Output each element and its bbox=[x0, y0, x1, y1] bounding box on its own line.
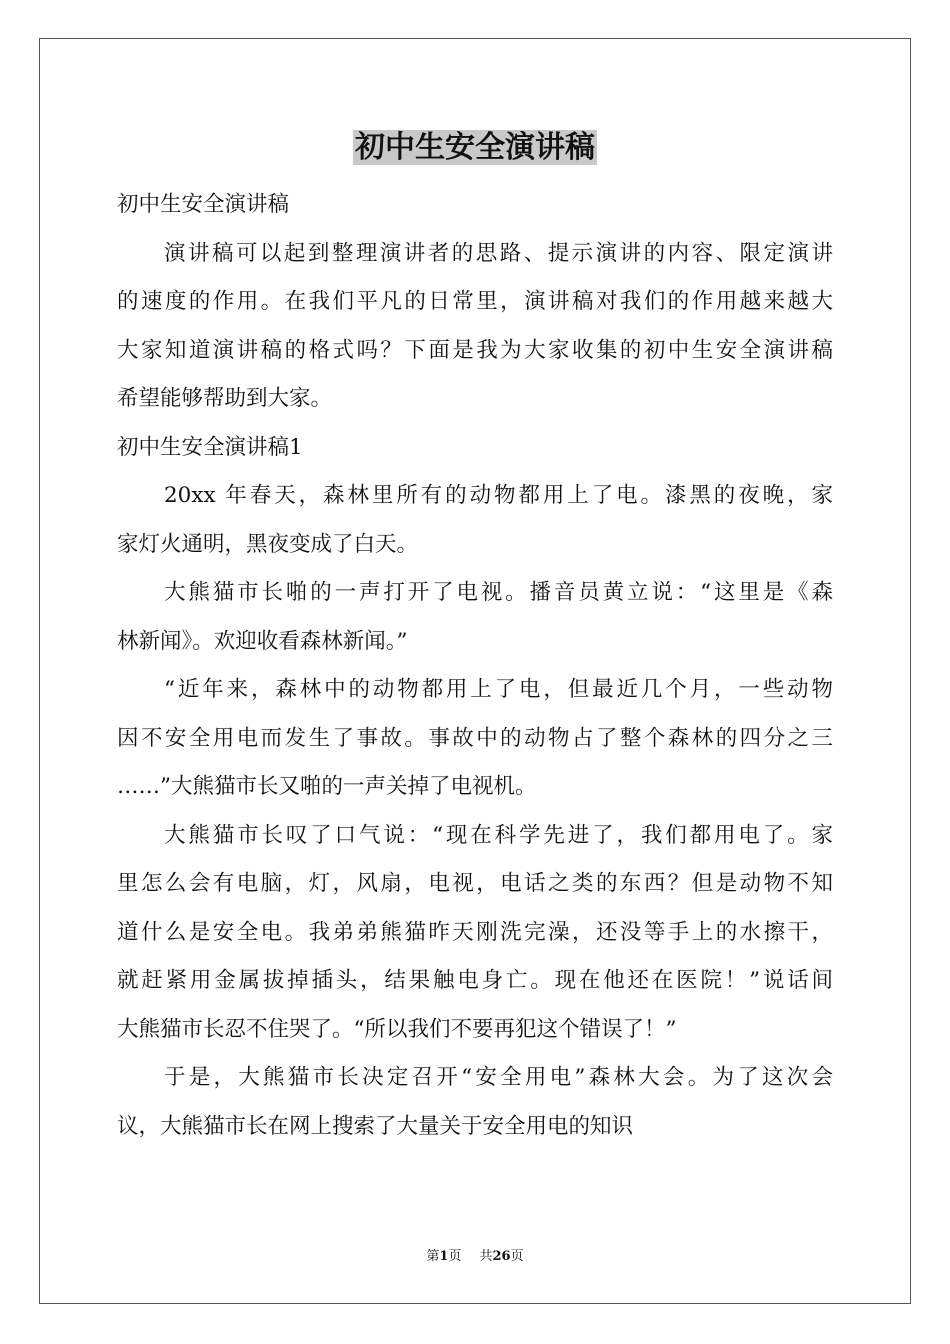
text-line: 初中生安全演讲稿 bbox=[117, 192, 290, 217]
footer-total-prefix: 共 bbox=[479, 1249, 493, 1264]
text-line: 道什么是安全电。我弟弟熊猫昨天刚洗完澡，还没等手上的水擦干， bbox=[117, 919, 833, 945]
text-line: 大家知道演讲稿的格式吗？下面是我为大家收集的初中生安全演讲稿 bbox=[117, 337, 833, 363]
text-line: 林新闻》。欢迎收看森林新闻。” bbox=[117, 628, 408, 654]
text-line: 于是，大熊猫市长决定召开“安全用电”森林大会。为了这次会 bbox=[164, 1065, 833, 1090]
text-line: 大熊猫市长忍不住哭了。“所以我们不要再犯这个错误了！” bbox=[117, 1016, 677, 1042]
footer-total-suffix: 页 bbox=[510, 1249, 524, 1264]
text-line: 就赶紧用金属拔掉插头，结果触电身亡。现在他还在医院！”说话间 bbox=[117, 968, 833, 993]
text-line: 希望能够帮助到大家。 bbox=[117, 386, 333, 411]
text-line: 的速度的作用。在我们平凡的日常里，演讲稿对我们的作用越来越大 bbox=[117, 289, 833, 314]
text-line: 因不安全用电而发生了事故。事故中的动物占了整个森林的四分之三 bbox=[117, 725, 833, 751]
text-line: 家灯火通明，黑夜变成了白天。 bbox=[117, 531, 419, 557]
document-title bbox=[0, 128, 950, 168]
page-footer bbox=[0, 1248, 950, 1266]
document-title-text: 初中生安全演讲稿 bbox=[355, 130, 595, 165]
footer-page-total: 26 bbox=[492, 1249, 511, 1264]
text-line: ……”大熊猫市长又啪的一声关掉了电视机。 bbox=[117, 774, 537, 799]
text-line: 议，大熊猫市长在网上搜索了大量关于安全用电的知识 bbox=[117, 1113, 634, 1139]
text-line: 演讲稿可以起到整理演讲者的思路、提示演讲的内容、限定演讲 bbox=[164, 240, 833, 266]
text-line: 里怎么会有电脑，灯，风扇，电视，电话之类的东西？但是动物不知 bbox=[117, 871, 833, 896]
text-line: 大熊猫市长叹了口气说：“现在科学先进了，我们都用电了。家 bbox=[164, 822, 833, 848]
text-line: 初中生安全演讲稿1 bbox=[117, 434, 303, 460]
text-line: “近年来，森林中的动物都用上了电，但最近几个月，一些动物 bbox=[164, 677, 833, 702]
text-line: 20xx 年春天，森林里所有的动物都用上了电。漆黑的夜晚，家 bbox=[164, 483, 833, 508]
document-body bbox=[117, 181, 833, 1151]
footer-page-current: 1 bbox=[439, 1249, 449, 1264]
footer-page-prefix: 第 bbox=[426, 1249, 440, 1264]
footer-page-suffix: 页 bbox=[448, 1249, 462, 1264]
text-line: 大熊猫市长啪的一声打开了电视。播音员黄立说：“这里是《森 bbox=[164, 580, 833, 605]
